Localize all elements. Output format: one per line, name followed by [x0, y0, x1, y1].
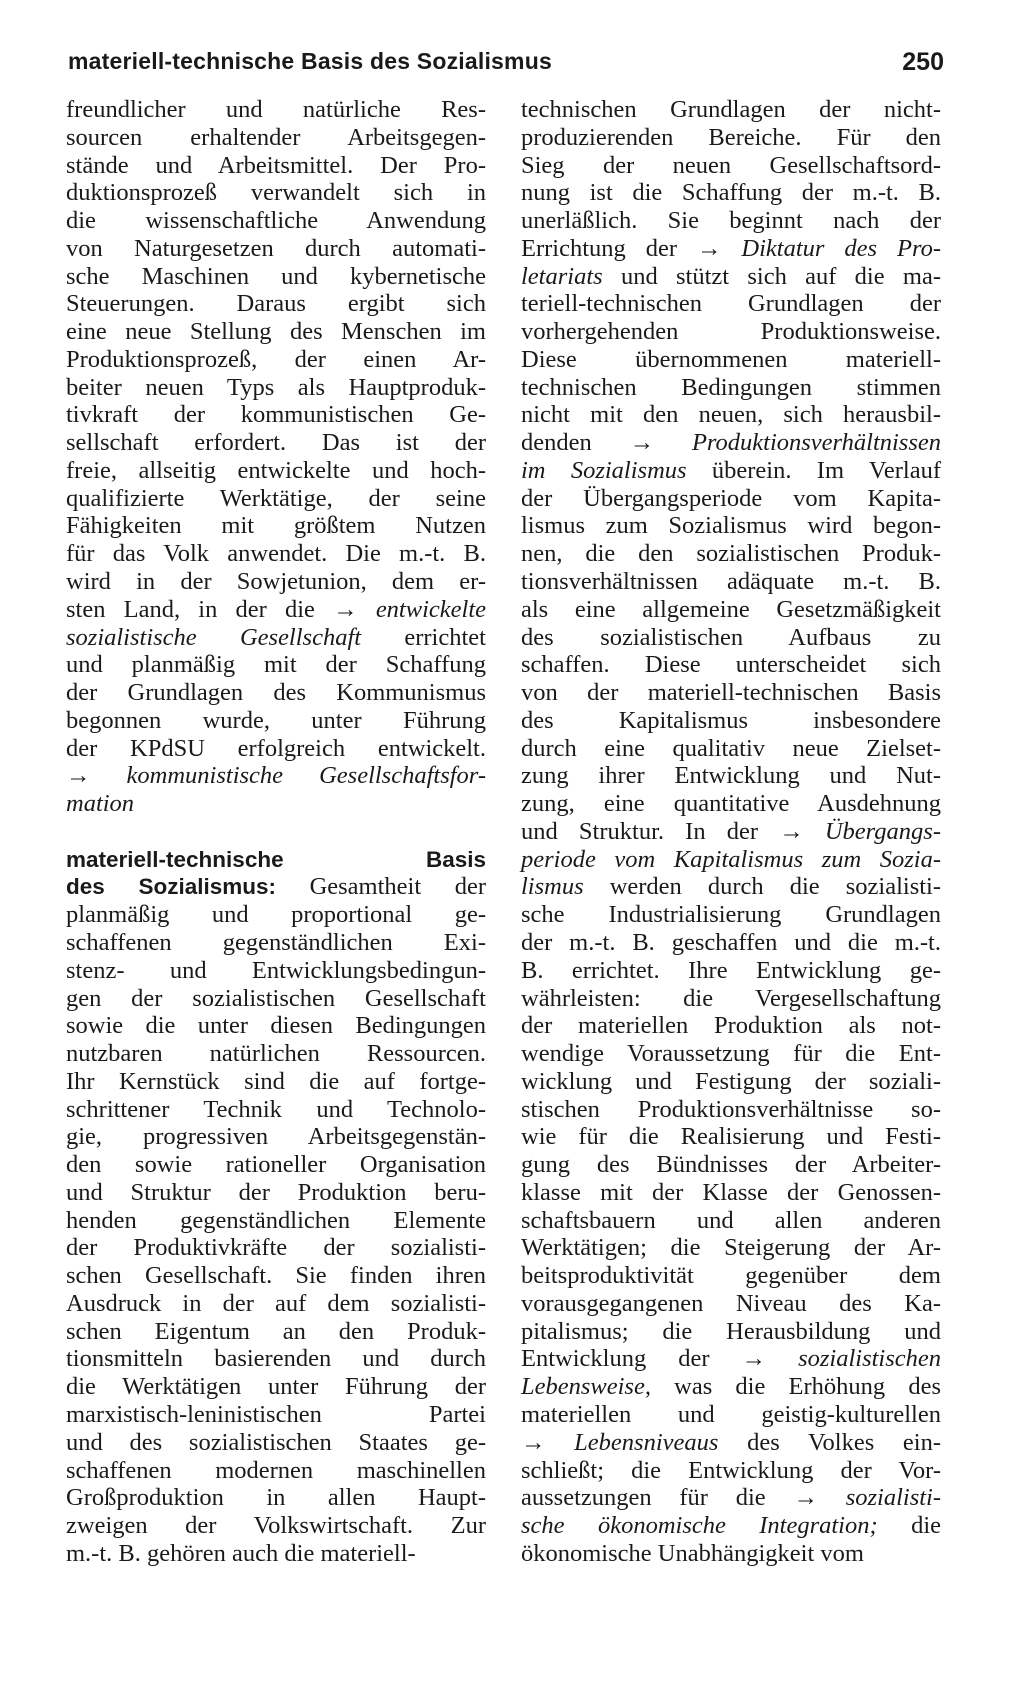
text-run: Ihr Kernstück sind die auf fortge- — [66, 1067, 486, 1095]
text-line — [66, 1096, 486, 1124]
text-line — [521, 1373, 941, 1401]
text-run: sourcen erhaltender Arbeitsgegen- — [66, 123, 486, 151]
running-head: materiell-technische Basis des Sozialismus — [68, 48, 552, 74]
text-line — [521, 1290, 941, 1318]
text-run: materiellen und geistig-kulturellen — [521, 1400, 941, 1428]
text-line — [521, 679, 941, 707]
cross-reference-term: im Sozialismus — [521, 456, 687, 484]
text-line — [66, 624, 486, 652]
text-run: freie, allseitig entwickelte und hoch- — [66, 456, 486, 484]
text-run: der KPdSU erfolgreich entwickelt. — [66, 734, 486, 762]
text-run: Ausdruck in der auf dem sozialisti- — [66, 1289, 486, 1317]
text-line — [66, 1040, 486, 1068]
text-run: stände und Arbeitsmittel. Der Pro- — [66, 151, 486, 179]
text-run: m.-t. B. gehören auch die materiell- — [66, 1539, 416, 1567]
text-run: nung ist die Schaffung der m.-t. B. — [521, 179, 941, 207]
text-run: technischen Grundlagen der nicht- — [521, 96, 941, 123]
text-run: sche Industrialisierung Grundlagen — [521, 901, 941, 929]
text-run: beiter neuen Typs als Hauptproduk- — [66, 373, 486, 401]
text-line — [66, 1262, 486, 1290]
text-line — [521, 179, 941, 207]
text-run: nicht mit den neuen, sich herausbil- — [521, 401, 941, 429]
text-line — [521, 1262, 941, 1290]
text-run: den sowie rationeller Organisation — [66, 1151, 486, 1179]
text-run: schaffenen modernen maschinellen — [66, 1456, 486, 1484]
text-line — [521, 485, 941, 513]
text-run: pitalismus; die Herausbildung und — [521, 1317, 941, 1345]
text-run: zweigen der Volkswirtschaft. Zur — [66, 1512, 486, 1540]
text-run: überein. Im Verlauf — [686, 456, 941, 484]
text-run: gung des Bündnisses der Arbeiter- — [521, 1151, 941, 1179]
cross-reference-term: entwickelte — [375, 595, 487, 623]
cross-reference-arrow: → — [793, 1484, 846, 1512]
text-run: von Naturgesetzen durch automati- — [66, 234, 486, 262]
cross-reference-arrow: → — [629, 429, 692, 457]
cross-reference-term: sozialistischen — [798, 1345, 941, 1373]
text-run: Sieg der neuen Gesellschaftsord- — [521, 151, 941, 179]
text-line — [521, 1401, 941, 1429]
text-run: freundlicher und natürliche Res- — [66, 96, 486, 123]
text-run: schließt; die Entwicklung der Vor- — [521, 1456, 941, 1484]
text-line — [66, 179, 486, 207]
text-line — [521, 346, 941, 374]
text-run: als eine allgemeine Gesetzmäßigkeit — [521, 595, 941, 623]
cross-reference-arrow: → — [66, 762, 127, 790]
entry-headword: materiell-technische Basis — [66, 846, 486, 872]
text-line — [521, 318, 941, 346]
text-run: durch eine qualitativ neue Zielset- — [521, 734, 941, 762]
text-run: der Grundlagen des Kommunismus — [66, 679, 486, 707]
text-run: schaffen. Diese unterscheidet sich — [521, 651, 941, 679]
text-line — [521, 651, 941, 679]
text-line — [66, 152, 486, 180]
text-run: von der materiell-technischen Basis — [521, 679, 941, 707]
text-run: die wissenschaftliche Anwendung — [66, 207, 486, 235]
text-run: produzierenden Bereiche. Für den — [521, 123, 941, 151]
text-line — [66, 957, 486, 985]
text-run: technischen Bedingungen stimmen — [521, 373, 941, 401]
text-run: stischen Produktionsverhältnisse so- — [521, 1095, 941, 1123]
text-line — [521, 735, 941, 763]
right-column — [521, 96, 941, 1568]
text-run: planmäßig und proportional ge- — [66, 901, 486, 929]
text-run: vorausgegangenen Niveau des Ka- — [521, 1289, 941, 1317]
cross-reference-term: Lebensweise, — [521, 1373, 651, 1401]
cross-reference-term: sozialisti- — [845, 1484, 942, 1512]
text-line — [521, 1345, 941, 1373]
text-line — [521, 790, 941, 818]
cross-reference-term: Produktionsverhältnissen — [691, 429, 942, 457]
text-line — [66, 429, 486, 457]
text-line — [66, 846, 486, 874]
text-line — [521, 429, 941, 457]
text-run: zung ihrer Entwicklung und Nut- — [521, 762, 941, 790]
text-run: klasse mit der Klasse der Genossen- — [521, 1178, 941, 1206]
text-line — [66, 318, 486, 346]
entry-headword: des Sozialismus: — [66, 874, 276, 900]
text-line — [521, 1234, 941, 1262]
text-line — [66, 1373, 486, 1401]
text-line — [521, 540, 941, 568]
text-line — [66, 679, 486, 707]
text-run: duktionsprozeß verwandelt sich in — [66, 179, 486, 207]
text-line — [66, 873, 486, 901]
text-run: und Struktur. In der — [521, 817, 780, 845]
text-run: schen Gesellschaft. Sie finden ihren — [66, 1262, 486, 1290]
text-run: sowie die unter diesen Bedingungen — [66, 1012, 486, 1040]
text-line — [521, 1207, 941, 1235]
text-line — [66, 1401, 486, 1429]
text-line — [521, 985, 941, 1013]
text-line — [66, 512, 486, 540]
text-line — [66, 596, 486, 624]
cross-reference-arrow: → — [521, 1428, 575, 1456]
text-run: qualifizierte Werktätige, der seine — [66, 484, 486, 512]
text-line — [521, 1040, 941, 1068]
text-run: der m.-t. B. geschaffen und die m.-t. — [521, 928, 941, 956]
text-line — [521, 846, 941, 874]
text-line — [66, 401, 486, 429]
text-run: des Volkes ein- — [718, 1428, 941, 1456]
cross-reference-term: Diktatur des Pro- — [741, 234, 942, 262]
text-run: schaffenen gegenständlichen Exi- — [66, 928, 486, 956]
text-run: henden gegenständlichen Elemente — [66, 1206, 486, 1234]
text-run: nen, die den sozialistischen Produk- — [521, 540, 941, 568]
text-line — [521, 901, 941, 929]
text-line — [66, 457, 486, 485]
text-line — [66, 1123, 486, 1151]
text-run: unerläßlich. Sie beginnt nach der — [521, 207, 941, 235]
text-run: Fähigkeiten mit größtem Nutzen — [66, 512, 486, 540]
text-run: zung, eine quantitative Ausdehnung — [521, 790, 941, 818]
text-run: gen der sozialistischen Gesellschaft — [66, 984, 486, 1012]
text-line — [66, 1318, 486, 1346]
text-run: wicklung und Festigung der soziali- — [521, 1067, 941, 1095]
text-line — [521, 818, 941, 846]
cross-reference-term: sche ökonomische Integration; — [521, 1512, 878, 1540]
text-run: gie, progressiven Arbeitsgegenstän- — [66, 1123, 486, 1151]
text-run: werden durch die sozialisti- — [583, 873, 941, 901]
text-line — [521, 152, 941, 180]
text-line — [521, 1151, 941, 1179]
cross-reference-term: mation — [66, 790, 135, 818]
text-line — [521, 96, 941, 124]
text-run: schen Eigentum an den Produk- — [66, 1317, 486, 1345]
cross-reference-term: periode vom Kapitalismus zum Sozia- — [521, 845, 941, 873]
text-line — [521, 124, 941, 152]
text-run: B. errichtet. Ihre Entwicklung ge- — [521, 956, 941, 984]
text-line — [66, 374, 486, 402]
text-run: stenz- und Entwicklungsbedingun- — [66, 956, 486, 984]
text-line — [66, 929, 486, 957]
text-line — [66, 207, 486, 235]
text-run: tionsverhältnissen adäquate m.-t. B. — [521, 568, 941, 596]
text-line — [66, 1484, 486, 1512]
text-line — [66, 96, 486, 124]
text-line — [521, 762, 941, 790]
text-run: tivkraft der kommunistischen Ge- — [66, 401, 486, 429]
text-run: Gesamtheit der — [276, 873, 486, 901]
text-run: und des sozialistischen Staates ge- — [66, 1428, 486, 1456]
paragraph-gap — [66, 818, 486, 846]
text-line — [66, 1540, 486, 1568]
left-column — [66, 96, 486, 1568]
text-run: und planmäßig mit der Schaffung — [66, 651, 486, 679]
text-line — [66, 1234, 486, 1262]
text-line — [66, 1429, 486, 1457]
cross-reference-arrow: → — [741, 1345, 799, 1373]
text-line — [66, 1457, 486, 1485]
text-line — [66, 346, 486, 374]
text-line — [521, 1457, 941, 1485]
text-line — [66, 235, 486, 263]
text-line — [521, 929, 941, 957]
text-run: schrittener Technik und Technolo- — [66, 1095, 486, 1123]
text-line — [521, 1012, 941, 1040]
text-run: sten Land, in der die — [66, 595, 334, 623]
text-run: Steuerungen. Daraus ergibt sich — [66, 290, 486, 318]
text-run: Werktätigen; die Steigerung der Ar- — [521, 1234, 941, 1262]
text-line — [521, 290, 941, 318]
text-run: schaftsbauern und allen anderen — [521, 1206, 941, 1234]
text-run: währleisten: die Vergesellschaftung — [521, 984, 941, 1012]
cross-reference-arrow: → — [779, 817, 825, 845]
text-line — [66, 790, 486, 818]
text-run: Großproduktion in allen Haupt- — [66, 1484, 486, 1512]
text-run: der materiellen Produktion als not- — [521, 1012, 941, 1040]
text-line — [66, 651, 486, 679]
text-line — [66, 1290, 486, 1318]
text-line — [66, 1068, 486, 1096]
cross-reference-term: kommunistische Gesellschaftsfor- — [126, 762, 486, 790]
text-line — [521, 1484, 941, 1512]
text-line — [521, 1096, 941, 1124]
text-line — [521, 1068, 941, 1096]
text-line — [521, 568, 941, 596]
text-line — [521, 512, 941, 540]
text-run: teriell-technischen Grundlagen der — [521, 290, 941, 318]
text-line — [521, 207, 941, 235]
text-run: eine neue Stellung des Menschen im — [66, 318, 486, 346]
text-run: sellschaft erfordert. Das ist der — [66, 429, 486, 457]
text-line — [521, 401, 941, 429]
text-line — [66, 568, 486, 596]
text-run: wird in der Sowjetunion, dem er- — [66, 568, 486, 596]
text-run: nutzbaren natürlichen Ressourcen. — [66, 1040, 486, 1068]
text-run: und Struktur der Produktion beru- — [66, 1178, 486, 1206]
text-run: sche Maschinen und kybernetische — [66, 262, 486, 290]
text-run: marxistisch-leninistischen Partei — [66, 1400, 486, 1428]
text-line — [66, 1207, 486, 1235]
cross-reference-term: Übergangs- — [824, 817, 941, 845]
text-run: des Kapitalismus insbesondere — [521, 706, 941, 734]
text-line — [66, 1012, 486, 1040]
text-run: was die Erhöhung des — [650, 1373, 941, 1401]
text-line — [521, 707, 941, 735]
text-run: lismus zum Sozialismus wird begon- — [521, 512, 941, 540]
text-run: Produktionsprozeß, der einen Ar- — [66, 345, 486, 373]
cross-reference-term: letariats — [521, 262, 603, 290]
cross-reference-term: lismus — [521, 873, 584, 901]
text-run: der Produktivkräfte der sozialisti- — [66, 1234, 486, 1262]
text-line — [521, 1123, 941, 1151]
text-run: Entwicklung der — [521, 1345, 742, 1373]
text-line — [521, 1512, 941, 1540]
cross-reference-arrow: → — [333, 595, 376, 623]
text-line — [521, 957, 941, 985]
text-line — [521, 263, 941, 291]
text-run: beitsproduktivität gegenüber dem — [521, 1262, 941, 1290]
text-run: begonnen wurde, unter Führung — [66, 706, 486, 734]
text-line — [66, 124, 486, 152]
text-line — [521, 596, 941, 624]
text-line — [521, 624, 941, 652]
text-run: tionsmitteln basierenden und durch — [66, 1345, 486, 1373]
text-run: wendige Voraussetzung für die Ent- — [521, 1040, 941, 1068]
text-line — [66, 485, 486, 513]
text-line — [521, 1179, 941, 1207]
cross-reference-term: Lebensniveaus — [574, 1428, 719, 1456]
text-run: und stützt sich auf die ma- — [602, 262, 941, 290]
text-run: ökonomische Unabhängigkeit vom — [521, 1539, 864, 1567]
text-line — [66, 762, 486, 790]
text-line — [66, 1345, 486, 1373]
text-line — [66, 290, 486, 318]
text-line — [66, 1512, 486, 1540]
text-run: wie für die Realisierung und Festi- — [521, 1123, 941, 1151]
text-line — [66, 985, 486, 1013]
text-run: Diese übernommenen materiell- — [521, 345, 941, 373]
cross-reference-term: sozialistische Gesellschaft — [66, 623, 362, 651]
text-line — [521, 374, 941, 402]
text-line — [521, 873, 941, 901]
page-number: 250 — [902, 48, 944, 76]
text-line — [521, 457, 941, 485]
text-line — [66, 707, 486, 735]
text-line — [66, 1179, 486, 1207]
text-line — [521, 1429, 941, 1457]
cross-reference-arrow: → — [696, 234, 742, 262]
text-run: vorhergehenden Produktionsweise. — [521, 318, 941, 346]
text-run: der Übergangsperiode vom Kapita- — [521, 484, 941, 512]
text-line — [66, 263, 486, 291]
text-run: errichtet — [361, 623, 486, 651]
text-line — [66, 735, 486, 763]
text-line — [521, 1318, 941, 1346]
text-run: denden — [521, 429, 630, 457]
text-run: aussetzungen für die — [521, 1484, 794, 1512]
text-run: die — [877, 1512, 941, 1540]
text-line — [521, 1540, 941, 1568]
text-run: Errichtung der — [521, 234, 697, 262]
text-line — [66, 901, 486, 929]
text-line — [521, 235, 941, 263]
text-run: für das Volk anwendet. Die m.-t. B. — [66, 540, 486, 568]
text-line — [66, 540, 486, 568]
text-run: des sozialistischen Aufbaus zu — [521, 623, 941, 651]
text-run: die Werktätigen unter Führung der — [66, 1373, 486, 1401]
text-line — [66, 1151, 486, 1179]
